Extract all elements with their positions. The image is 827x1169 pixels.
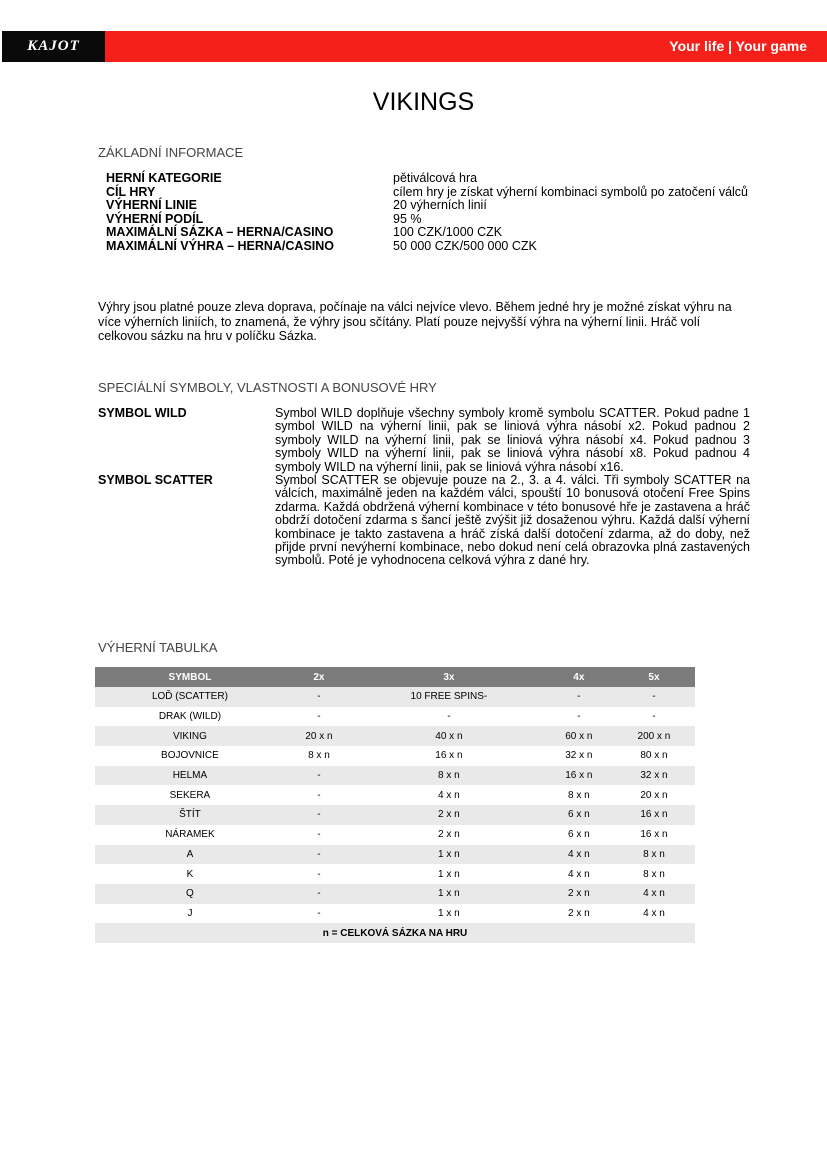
table-cell: 32 x n — [565, 750, 593, 762]
table-cell: 40 x n — [353, 726, 545, 746]
row-value: 95 % — [393, 211, 422, 226]
table-cell: A — [95, 845, 285, 865]
table-row — [95, 785, 695, 805]
table-cell: 80 x n — [640, 750, 668, 762]
row-value: 100 CZK/1000 CZK — [393, 225, 503, 239]
row-value: pětiválcová hra — [393, 171, 478, 185]
table-cell: 16 x n — [640, 829, 668, 841]
basic-info-list — [106, 172, 753, 253]
column-header: 4x — [545, 667, 613, 687]
table-cell: BOJOVNICE — [161, 750, 219, 762]
table-cell: 32 x n — [613, 766, 695, 786]
table-cell: SEKERA — [169, 789, 211, 801]
section-basic-heading: ZÁKLADNÍ INFORMACE — [98, 145, 244, 160]
table-cell: LOĎ (SCATTER) — [95, 687, 285, 707]
table-cell: Q — [95, 884, 285, 904]
column-header: 5x — [613, 667, 695, 687]
info-row — [106, 172, 753, 186]
row-label: SYMBOL SCATTER — [98, 473, 213, 488]
table-cell: DRAK (WILD) — [158, 711, 222, 723]
slogan: Your life | Your game — [669, 38, 807, 54]
table-cell: 20 x n — [285, 726, 353, 746]
header-banner — [2, 31, 827, 62]
row-value: Symbol SCATTER se objevuje pouze na 2., 3. a 4. válci. Tři symboly SCATTER na válcích, maximálně jeden na každém válci, spouští 10 bonusová otočení Free Spins zdarma. Každá obdržená výherní kombinace v této bonusové hře je zastavena a hráč obdrží dotočení zdarma s šancí ještě zvýšit již dosaženou výhru. Každá další výherní kombinace je takto zastavena a hráč získá další dotočení zdarma, až do doby, než přijde první nevýherní kombinace, nebo dokud není celá obrazovka plná zastavených symbolů. Poté je vyhodnocena celková výhra z dané hry. — [275, 473, 750, 568]
table-row — [95, 884, 695, 904]
row-value: Symbol WILD doplňuje všechny symboly kromě symbolu SCATTER. Pokud padne 1 symbol WILD na výherní linii, pak se liniová výhra násobí x2. Pokud padnou 2 symboly WILD na výherní linii, pak se liniová výhra násobí x4. Pokud padnou 3 symboly WILD na výherní linii, pak se liniová výhra násobí x8. Pokud padnou 4 symboly WILD na výherní linii, pak se liniová výhra násobí x16. — [275, 406, 750, 474]
row-value: 50 000 CZK/500 000 CZK — [393, 238, 537, 253]
row-label: CÍL HRY — [106, 184, 156, 199]
table-cell: 4 x n — [545, 845, 613, 865]
table-cell: - — [285, 805, 353, 825]
table-cell: VIKING — [95, 726, 285, 746]
section-paytable-heading: VÝHERNÍ TABULKA — [98, 640, 218, 655]
info-row — [106, 186, 753, 200]
row-label: VÝHERNÍ PODÍL — [106, 211, 204, 226]
table-cell: 2 x n — [568, 907, 590, 919]
column-header: 2x — [285, 667, 353, 687]
table-cell: 8 x n — [643, 868, 665, 880]
table-cell: 6 x n — [568, 829, 590, 841]
table-cell: 4 x n — [613, 884, 695, 904]
table-cell: 4 x n — [568, 868, 590, 880]
row-label: VÝHERNÍ LINIE — [106, 198, 197, 212]
table-row — [95, 904, 695, 924]
column-header: 3x — [353, 667, 545, 687]
row-value: 20 výherních linií — [393, 198, 487, 212]
table-cell: 60 x n — [545, 726, 613, 746]
table-cell: HELMA — [95, 766, 285, 786]
table-cell: 16 x n — [613, 805, 695, 825]
info-row — [98, 407, 750, 474]
row-label: SYMBOL WILD — [98, 406, 187, 420]
table-row — [95, 825, 695, 845]
table-cell: 20 x n — [640, 789, 668, 801]
table-row — [95, 726, 695, 746]
row-value: cílem hry je získat výherní kombinaci symbolů po zatočení válců — [393, 184, 749, 199]
table-cell: 16 x n — [435, 750, 463, 762]
table-cell: 200 x n — [613, 726, 695, 746]
table-cell: - — [285, 687, 353, 707]
table-cell: - — [447, 711, 451, 723]
table-cell: 1 x n — [438, 907, 460, 919]
table-row — [95, 845, 695, 865]
info-row — [106, 226, 753, 240]
section-special-heading: SPECIÁLNÍ SYMBOLY, VLASTNOSTI A BONUSOVÉ HRY — [98, 380, 437, 395]
table-header — [95, 667, 695, 687]
table-cell: 1 x n — [353, 845, 545, 865]
table-cell: 2 x n — [438, 829, 460, 841]
table-cell: - — [285, 845, 353, 865]
table-cell: - — [317, 711, 321, 723]
table-cell: - — [652, 711, 656, 723]
paytable — [95, 667, 695, 943]
footer-note: n = CELKOVÁ SÁZKA NA HRU — [95, 923, 695, 943]
table-cell: - — [285, 884, 353, 904]
table-row — [95, 707, 695, 727]
table-cell: - — [317, 829, 321, 841]
column-header: SYMBOL — [95, 667, 285, 687]
table-cell: 1 x n — [353, 884, 545, 904]
row-label: HERNÍ KATEGORIE — [106, 171, 222, 185]
table-cell: 8 x n — [353, 766, 545, 786]
rules-paragraph: Výhry jsou platné pouze zleva doprava, počínaje na válci nejvíce vlevo. Během jedné hry je možné získat výhru na více výherních liniích, to znamená, že výhry jsou sčítány. Platí pouze nejvyšší výhra na výherní linii. Hráč volí celkovou sázku na hru v políčku Sázka. — [98, 300, 732, 343]
table-cell: - — [317, 868, 321, 880]
table-cell: J — [187, 907, 193, 919]
info-row — [98, 474, 750, 568]
row-label: MAXIMÁLNÍ SÁZKA – HERNA/CASINO — [106, 225, 334, 239]
table-cell: 8 x n — [568, 789, 590, 801]
table-cell: - — [317, 789, 321, 801]
info-row — [106, 213, 753, 227]
special-list — [98, 407, 750, 568]
table-cell: - — [317, 907, 321, 919]
table-cell: NÁRAMEK — [165, 829, 215, 841]
table-cell: K — [186, 868, 194, 880]
table-cell: 8 x n — [308, 750, 330, 762]
table-cell: - — [285, 766, 353, 786]
table-row — [95, 864, 695, 884]
table-cell: ŠTÍT — [95, 805, 285, 825]
table-row — [95, 805, 695, 825]
table-row — [95, 766, 695, 786]
table-cell: 16 x n — [545, 766, 613, 786]
table-cell: 6 x n — [545, 805, 613, 825]
table-footer — [95, 923, 695, 943]
table-row — [95, 746, 695, 766]
table-cell: 2 x n — [545, 884, 613, 904]
table-cell: 10 FREE SPINS- — [353, 687, 545, 707]
page-title: VIKINGS — [372, 88, 475, 116]
table-cell: 2 x n — [353, 805, 545, 825]
table-cell: - — [545, 687, 613, 707]
info-row — [106, 240, 753, 254]
row-label: MAXIMÁLNÍ VÝHRA – HERNA/CASINO — [106, 238, 335, 253]
table-cell: 1 x n — [438, 868, 460, 880]
table-cell: - — [613, 687, 695, 707]
table-cell: 8 x n — [613, 845, 695, 865]
kajot-logo: KAJOT — [2, 31, 105, 62]
info-row — [106, 199, 753, 213]
table-cell: 4 x n — [438, 789, 460, 801]
table-cell: 4 x n — [643, 907, 665, 919]
table-cell: - — [577, 711, 581, 723]
table-row — [95, 687, 695, 707]
